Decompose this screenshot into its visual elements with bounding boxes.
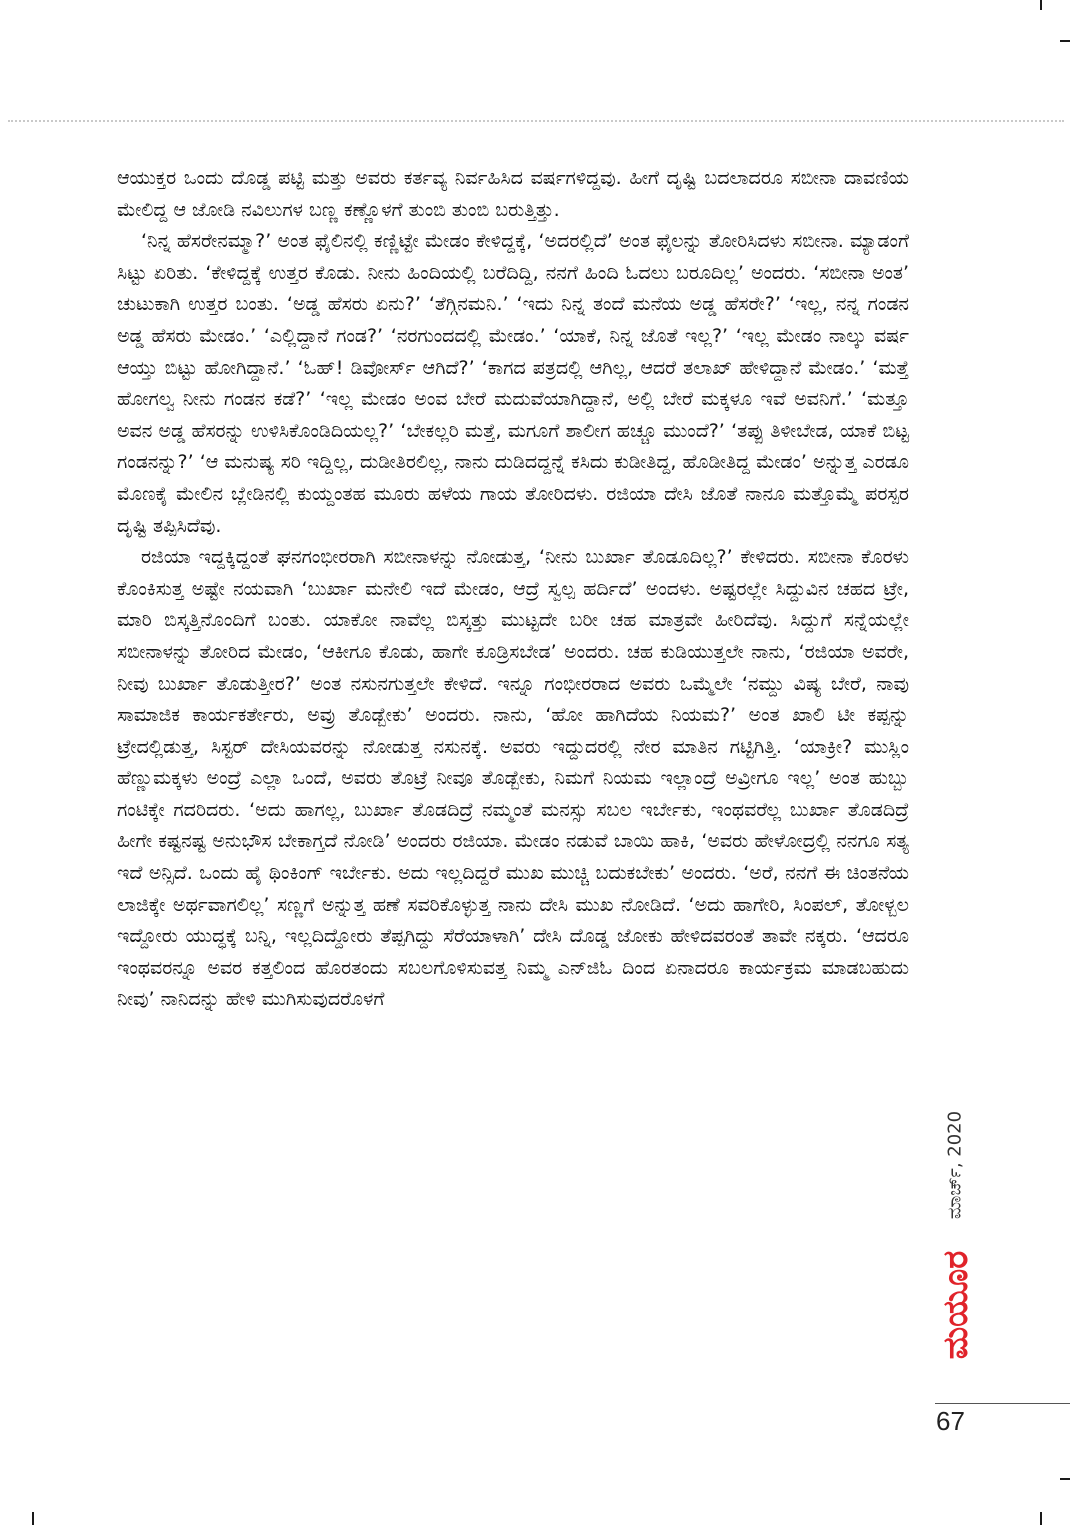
dotted-divider [8, 120, 1064, 122]
crop-mark-right-lower [1060, 1478, 1070, 1480]
article-body [117, 163, 909, 1016]
page-number: 67 [936, 1406, 965, 1436]
paragraph: ರಜಿಯಾ ಇದ್ದಕ್ಕಿದ್ದಂತೆ ಘನಗಂಭೀರರಾಗಿ ಸಬೀನಾಳನ್ನು ನೋಡುತ್ತ, ‘ನೀನು ಬುರ್ಖಾ ತೊಡೂದಿಲ್ಲ?’ ಕೇಳಿದರು. ಸಬೀನಾ ಕೊರಳು ಕೊಂಕಿಸುತ್ತ ಅಷ್ಟೇ ನಯವಾಗಿ ‘ಬುರ್ಖಾ ಮನೇಲಿ ಇದೆ ಮೇಡಂ, ಆದ್ರೆ ಸ್ವಲ್ಪ ಹರ್ದಿದೆ’ ಅಂದಳು. ಅಷ್ಟರಲ್ಲೇ ಸಿದ್ದುವಿನ ಚಹದ ಟ್ರೇ, ಮಾರಿ ಬಿಸ್ಕತ್ತಿನೊಂದಿಗೆ ಬಂತು. ಯಾಕೋ ನಾವೆಲ್ಲ ಬಿಸ್ಕತ್ತು ಮುಟ್ಟದೇ ಬರೀ ಚಹ ಮಾತ್ರವೇ ಹೀರಿದೆವು. ಸಿದ್ದುಗೆ ಸನ್ನೆಯಲ್ಲೇ ಸಬೀನಾಳನ್ನು ತೋರಿದ ಮೇಡಂ, ‘ಆಕೀಗೂ ಕೊಡು, ಹಾಗೇ ಕೂಡ್ರಿಸಬೇಡ’ ಅಂದರು. ಚಹ ಕುಡಿಯುತ್ತಲೇ ನಾನು, ‘ರಜಿಯಾ ಅವರೇ, ನೀವು ಬುರ್ಖಾ ತೊಡುತ್ತೀರ?’ ಅಂತ ನಸುನಗುತ್ತಲೇ ಕೇಳಿದೆ. ಇನ್ನೂ ಗಂಭೀರರಾದ ಅವರು ಒಮ್ಮೆಲೇ ‘ನಮ್ದು ವಿಷ್ಯ ಬೇರೆ, ನಾವು ಸಾಮಾಜಿಕ ಕಾರ್ಯಕರ್ತೇರು, ಅವ್ರು ತೊಡ್ಬೇಕು’ ಅಂದರು. ನಾನು, ‘ಹೋ ಹಾಗಿದೆಯ ನಿಯಮ?’ ಅಂತ ಖಾಲಿ ಟೀ ಕಪ್ಪನ್ನು ಟ್ರೇದಲ್ಲಿಡುತ್ತ, ಸಿಸ್ಟರ್ ದೇಸಿಯವರನ್ನು ನೋಡುತ್ತ ನಸುನಕ್ಕೆ. ಅವರು ಇದ್ದುದರಲ್ಲಿ ನೇರ ಮಾತಿನ ಗಟ್ಟಿಗಿತ್ತಿ. ‘ಯಾಕ್ರೀ? ಮುಸ್ಲಿಂ ಹೆಣ್ಣುಮಕ್ಕಳು ಅಂದ್ರೆ ಎಲ್ಲಾ ಒಂದೆ, ಅವರು ತೊಟ್ರೆ ನೀವೂ ತೊಡ್ಬೇಕು, ನಿಮಗೆ ನಿಯಮ ಇಲ್ಲಾಂದ್ರೆ ಅವ್ರೀಗೂ ಇಲ್ಲ’ ಅಂತ ಹುಬ್ಬು ಗಂಟಿಕ್ಕೇ ಗದರಿದರು. ‘ಅದು ಹಾಗಲ್ಲ, ಬುರ್ಖಾ ತೊಡದಿದ್ರೆ ನಮ್ಮಂತೆ ಮನಸ್ಸು ಸಬಲ ಇರ್ಬೇಕು, ಇಂಥವರೆಲ್ಲ ಬುರ್ಖಾ ತೊಡದಿದ್ರೆ ಹೀಗೇ ಕಷ್ಟನಷ್ಟ ಅನುಭೌಸ ಬೇಕಾಗ್ತದೆ ನೋಡಿ’ ಅಂದರು ರಜಿಯಾ. ಮೇಡಂ ನಡುವೆ ಬಾಯಿ ಹಾಕಿ, ‘ಅವರು ಹೇಳೋದ್ರಲ್ಲಿ ನನಗೂ ಸತ್ಯ ಇದೆ ಅನ್ಸಿದೆ. ಒಂದು ಹೈ ಥಿಂಕಿಂಗ್ ಇರ್ಬೇಕು. ಅದು ಇಲ್ಲದಿದ್ದರೆ ಮುಖ ಮುಚ್ಚಿ ಬದುಕಬೇಕು’ ಅಂದರು. ‘ಅರೆ, ನನಗೆ ಈ ಚಿಂತನೆಯ ಲಾಜಿಕ್ಕೇ ಅರ್ಥವಾಗಲಿಲ್ಲ’ ಸಣ್ಣಗೆ ಅನ್ನುತ್ತ ಹಣೆ ಸವರಿಕೊಳ್ಳುತ್ತ ನಾನು ದೇಸಿ ಮುಖ ನೋಡಿದೆ. ‘ಅದು ಹಾಗೇರಿ, ಸಿಂಪಲ್, ತೋಳ್ಬಲ ಇದ್ದೋರು ಯುದ್ಧಕ್ಕೆ ಬನ್ನಿ, ಇಲ್ಲದಿದ್ದೋರು ತೆಪ್ಪಗಿದ್ದು ಸೆರೆಯಾಳಾಗಿ’ ದೇಸಿ ದೊಡ್ಡ ಜೋಕು ಹೇಳಿದವರಂತೆ ತಾವೇ ನಕ್ಕರು. ‘ಆದರೂ ಇಂಥವರನ್ನೂ ಅವರ ಕತ್ತಲಿಂದ ಹೊರತಂದು ಸಬಲಗೊಳಿಸುವತ್ತ ನಿಮ್ಮ ಎನ್‌ಜಿಓ ದಿಂದ ಏನಾದರೂ ಕಾರ್ಯಕ್ರಮ ಮಾಡಬಹುದು ನೀವು’ ನಾನಿದನ್ನು ಹೇಳಿ ಮುಗಿಸುವುದರೊಳಗೆ [117, 546, 909, 1011]
paragraph: ‘ನಿನ್ನ ಹೆಸರೇನಮ್ಮಾ?’ ಅಂತ ಫೈಲಿನಲ್ಲಿ ಕಣ್ಣಿಟ್ಟೇ ಮೇಡಂ ಕೇಳಿದ್ದಕ್ಕೆ, ‘ಅದರಲ್ಲಿದೆ’ ಅಂತ ಫೈಲನ್ನು ತೋರಿಸಿದಳು ಸಬೀನಾ. ಮ್ಯಾಡಂಗೆ ಸಿಟ್ಟು ಏರಿತು. ‘ಕೇಳಿದ್ದಕ್ಕೆ ಉತ್ತರ ಕೊಡು. ನೀನು ಹಿಂದಿಯಲ್ಲಿ ಬರೆದಿದ್ದಿ, ನನಗೆ ಹಿಂದಿ ಓದಲು ಬರೂದಿಲ್ಲ’ ಅಂದರು. ‘ಸಬೀನಾ ಅಂತ’ ಚುಟುಕಾಗಿ ಉತ್ತರ ಬಂತು. ‘ಅಡ್ಡ ಹೆಸರು ಏನು?’ ‘ತೆಗ್ಗಿನಮನಿ.’ ‘ಇದು ನಿನ್ನ ತಂದೆ ಮನೆಯ ಅಡ್ಡ ಹೆಸರೇ?’ ‘ಇಲ್ಲ, ನನ್ನ ಗಂಡನ ಅಡ್ಡ ಹೆಸರು ಮೇಡಂ.’ ‘ಎಲ್ಲಿದ್ದಾನೆ ಗಂಡ?’ ‘ನರಗುಂದದಲ್ಲಿ ಮೇಡಂ.’ ‘ಯಾಕೆ, ನಿನ್ನ ಜೊತೆ ಇಲ್ಲ?’ ‘ಇಲ್ಲ ಮೇಡಂ ನಾಲ್ಕು ವರ್ಷ ಆಯ್ತು ಬಿಟ್ಟು ಹೋಗಿದ್ದಾನೆ.’ ‘ಓಹ್! ಡಿವೋರ್ಸ್ ಆಗಿದೆ?’ ‘ಕಾಗದ ಪತ್ರದಲ್ಲಿ ಆಗಿಲ್ಲ, ಆದರೆ ತಲಾಖ್ ಹೇಳಿದ್ದಾನೆ ಮೇಡಂ.’ ‘ಮತ್ತೆ ಹೋಗಲ್ವ ನೀನು ಗಂಡನ ಕಡೆ?’ ‘ಇಲ್ಲ ಮೇಡಂ ಅಂವ ಬೇರೆ ಮದುವೆಯಾಗಿದ್ದಾನೆ, ಅಲ್ಲಿ ಬೇರೆ ಮಕ್ಕಳೂ ಇವೆ ಅವನಿಗೆ.’ ‘ಮತ್ತೂ ಅವನ ಅಡ್ಡ ಹೆಸರನ್ನು ಉಳಿಸಿಕೊಂಡಿದಿಯಲ್ಲ?’ ‘ಬೇಕಲ್ಲರಿ ಮತ್ತೆ, ಮಗೂಗೆ ಶಾಲೀಗ ಹಚ್ಚೂ ಮುಂದೆ?’ ‘ತಪ್ಪು ತಿಳೀಬೇಡ, ಯಾಕೆ ಬಿಟ್ಟ ಗಂಡನನ್ನು?’ ‘ಆ ಮನುಷ್ಯ ಸರಿ ಇದ್ದಿಲ್ಲ, ದುಡೀತಿರಲಿಲ್ಲ, ನಾನು ದುಡಿದದ್ದನ್ನೆ ಕಸಿದು ಕುಡೀತಿದ್ದ, ಹೊಡೀತಿದ್ದ ಮೇಡಂ’ ಅನ್ನುತ್ತ ಎರಡೂ ಮೊಣಕೈ ಮೇಲಿನ ಬ್ಲೇಡಿನಲ್ಲಿ ಕುಯ್ದಂತಹ ಮೂರು ಹಳೆಯ ಗಾಯ ತೋರಿದಳು. ರಜಿಯಾ ದೇಸಿ ಜೊತೆ ನಾನೂ ಮತ್ತೊಮ್ಮೆ ಪರಸ್ಪರ ದೃಷ್ಟಿ ತಪ್ಪಿಸಿದೆವು. [117, 230, 909, 537]
crop-mark-bottom-right [1040, 1512, 1042, 1525]
crop-mark-bottom-left [32, 1512, 34, 1525]
magazine-logo [930, 1235, 982, 1375]
magazine-logo-text: ಮಯೂರ [936, 1250, 976, 1360]
crop-mark-top-right [1040, 0, 1042, 10]
issue-date [930, 1100, 980, 1230]
footer-rule [935, 1403, 1070, 1404]
crop-mark-right-upper [1060, 40, 1070, 42]
paragraph: ಆಯುಕ್ತರ ಒಂದು ದೊಡ್ಡ ಪಟ್ಟಿ ಮತ್ತು ಅವರು ಕರ್ತವ್ಯ ನಿರ್ವಹಿಸಿದ ವರ್ಷಗಳಿದ್ದವು. ಹೀಗೆ ದೃಷ್ಟಿ ಬದಲಾದರೂ ಸಬೀನಾ ದಾವಣಿಯ ಮೇಲಿದ್ದ ಆ ಜೋಡಿ ನವಿಲುಗಳ ಬಣ್ಣ ಕಣ್ಣೊಳಗೆ ತುಂಬಿ ತುಂಬಿ ಬರುತ್ತಿತ್ತು. [117, 167, 909, 221]
issue-date-text: ಮಾರ್ಚ್, 2020 [944, 1110, 966, 1220]
